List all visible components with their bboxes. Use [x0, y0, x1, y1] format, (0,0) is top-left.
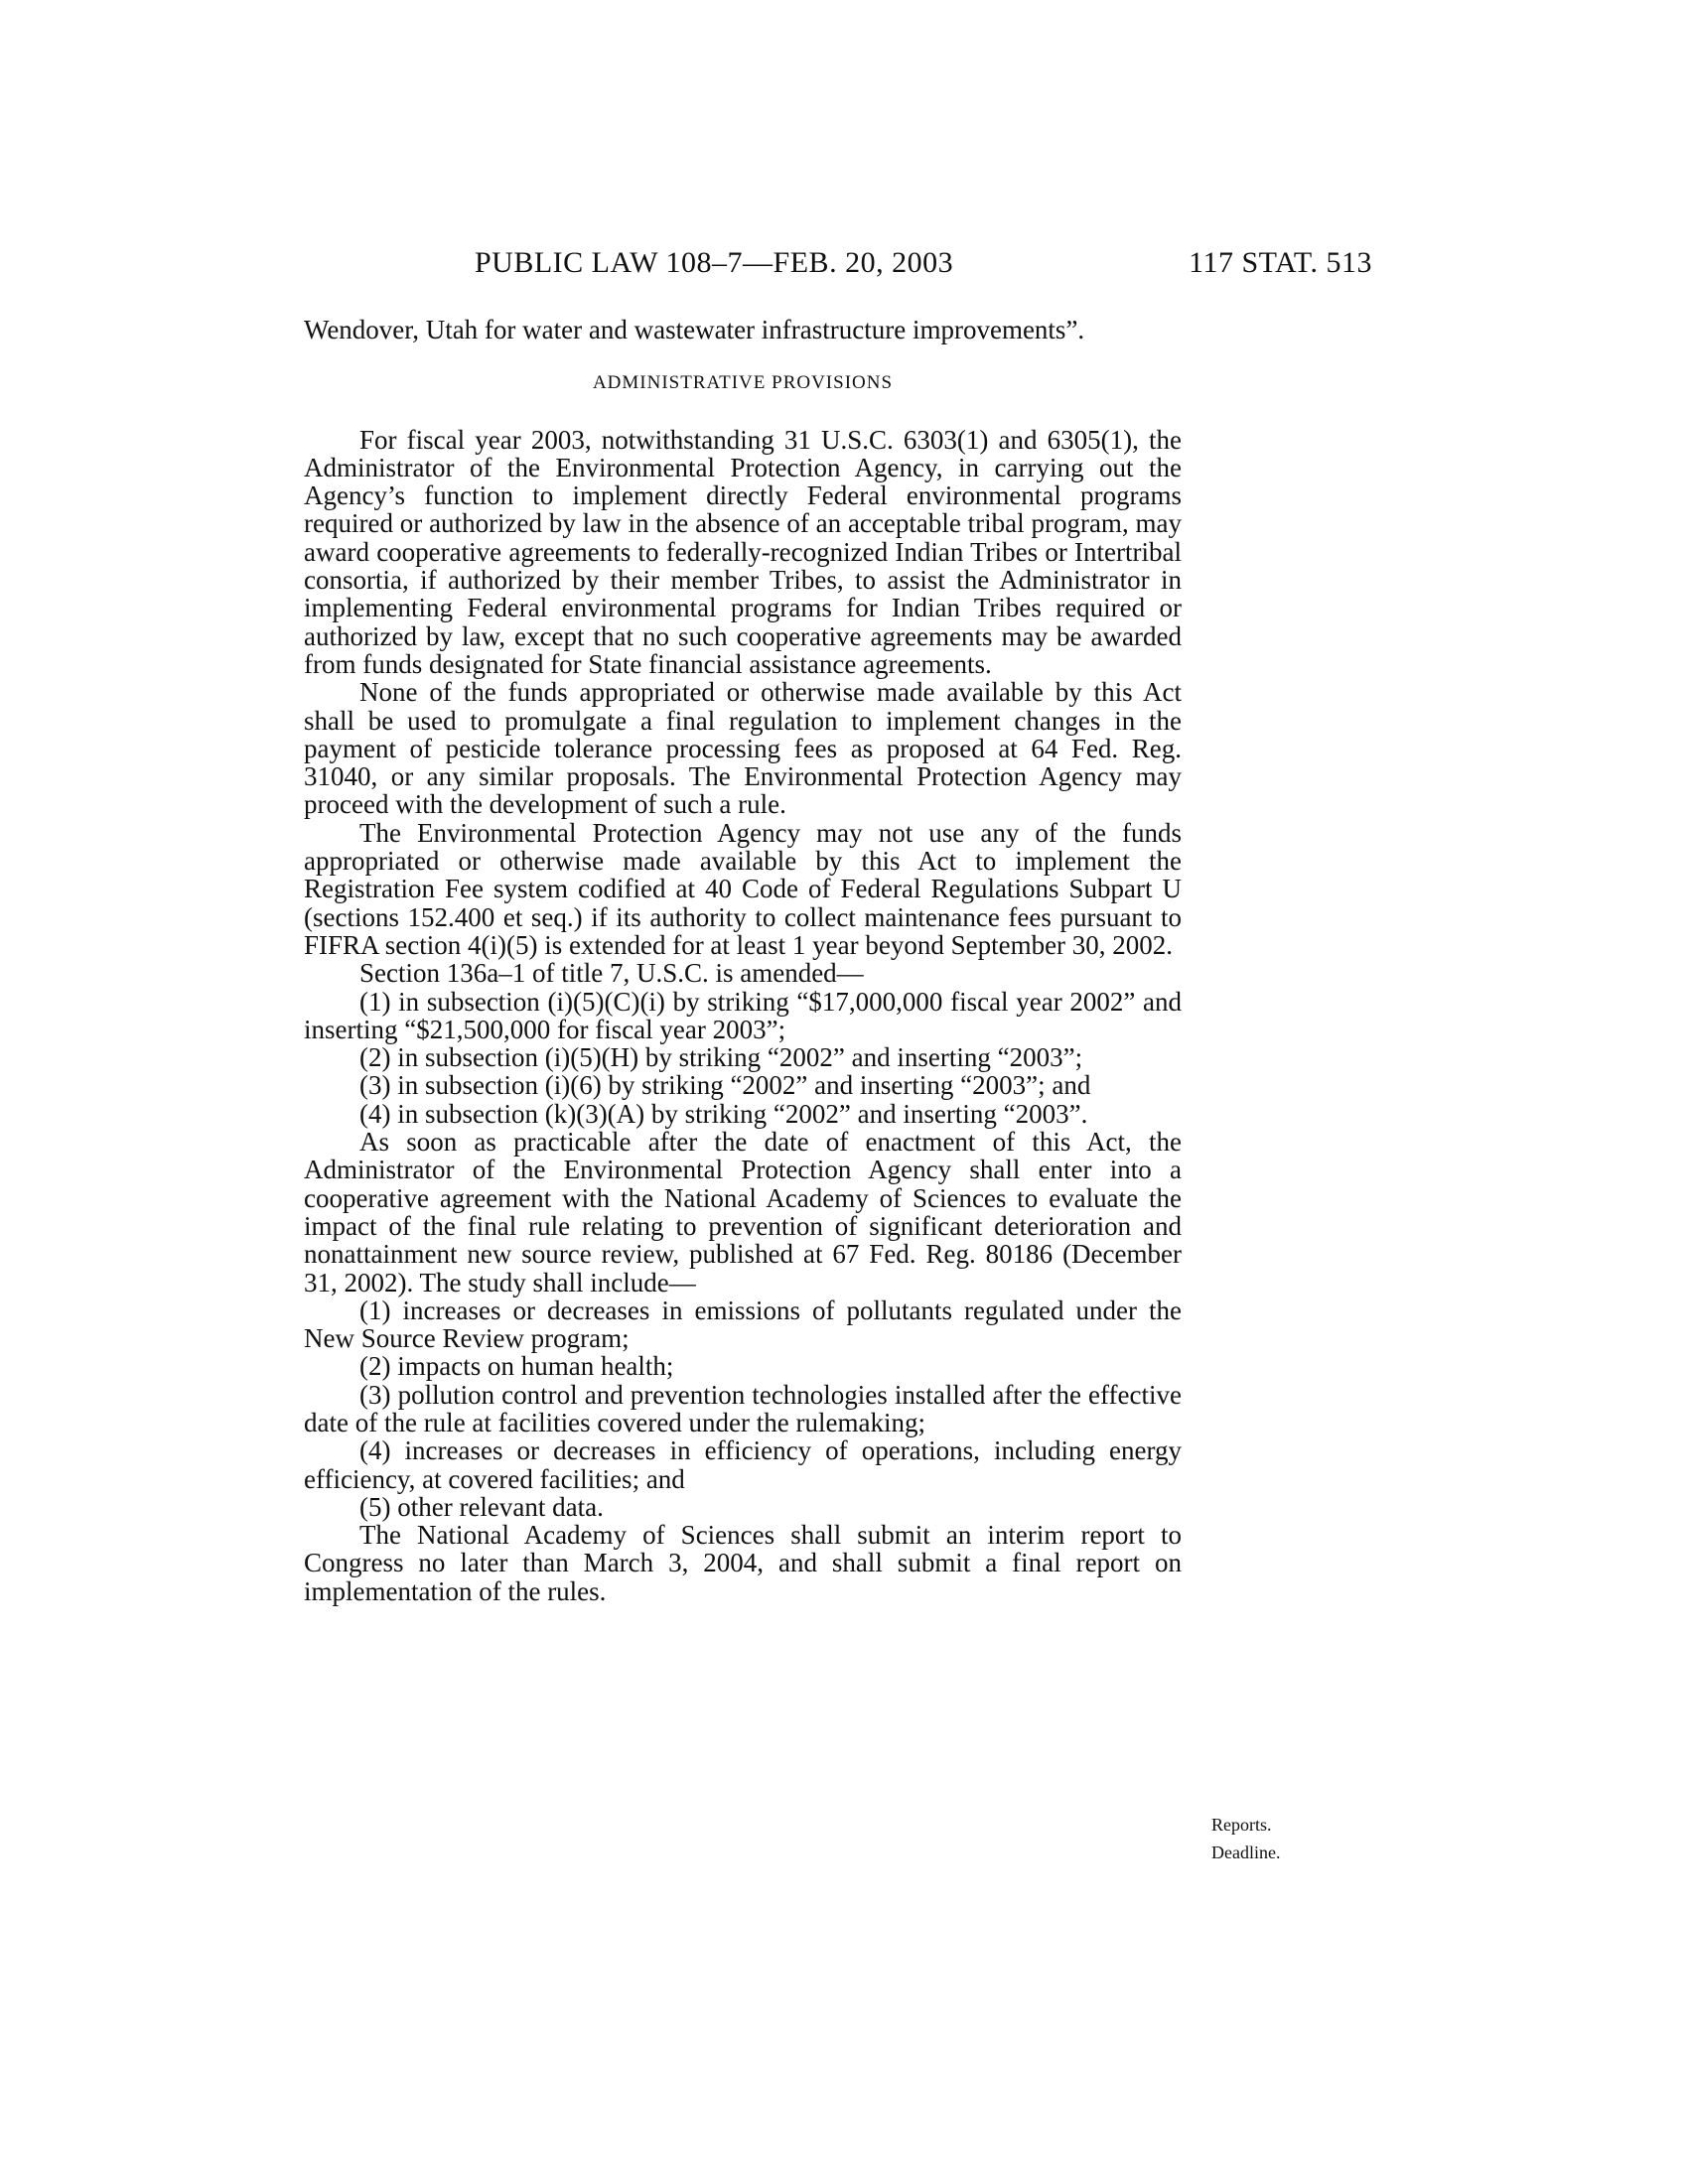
study-item: (1) increases or decreases in emissions of pollutants regulated under the New Source Review program;	[304, 1295, 1182, 1354]
paragraph-registration-fee: The Environmental Protection Agency may not use any of the funds appropriated or otherwise made available by this Act to implement the Registration Fee system codified at 40 Code of Federal Regulations Subpart U (sections 152.400 et seq.) if its authority to collect maintenance fees pursuant to FIFRA section 4(i)(5) is extended for at least 1 year beyond September 30, 2002.	[304, 817, 1182, 960]
paragraph-amendment-intro: Section 136a–1 of title 7, U.S.C. is amended—	[359, 958, 864, 989]
margin-note-reports: Reports.	[1211, 1815, 1272, 1835]
amendment-item: (3) in subsection (i)(6) by striking “2002” and inserting “2003”; and	[359, 1070, 1091, 1101]
margin-note-deadline: Deadline.	[1211, 1843, 1281, 1862]
amendment-item: (1) in subsection (i)(5)(C)(i) by striking “$17,000,000 fiscal year 2002” and inserting “$21,500,000 for fiscal year 2003”;	[304, 986, 1182, 1044]
paragraph-nas-study: As soon as practicable after the date of enactment of this Act, the Administrator of the Environmental Protection Agency shall enter into a cooperative agreement with the National Academy of Sciences to evaluate the impact of the final rule relating to prevention of significant deterioration and nonattainment new source review, published at 67 Fed. Reg. 80186 (December 31, 2002). The study shall include—	[304, 1127, 1182, 1297]
paragraph-report-deadline: The National Academy of Sciences shall submit an interim report to Congress no later than March 3, 2004, and shall submit a final report on implementation of the rules.	[304, 1520, 1182, 1606]
body-text	[304, 316, 1182, 1605]
amendment-item: (2) in subsection (i)(5)(H) by striking “2002” and inserting “2003”;	[359, 1042, 1083, 1073]
paragraph-tribal-agreements: For fiscal year 2003, notwithstanding 31 U.S.C. 6303(1) and 6305(1), the Administrator of the Environmental Protection Agency, in carrying out the Agency’s function to implement directly Federal environmental programs required or authorized by law in the absence of an acceptable tribal program, may award cooperative agreements to federally-recognized Indian Tribes or Intertribal consortia, if authorized by their member Tribes, to assist the Administrator in implementing Federal environmental programs for Indian Tribes required or authorized by law, except that no such cooperative agreements may be awarded from funds designated for State financial assistance agreements.	[304, 424, 1182, 679]
study-item: (4) increases or decreases in efficiency of operations, including energy efficiency, at covered facilities; and	[304, 1435, 1182, 1494]
amendment-item: (4) in subsection (k)(3)(A) by striking “2002” and inserting “2003”.	[359, 1098, 1088, 1129]
law-title: PUBLIC LAW 108–7—FEB. 20, 2003	[475, 246, 954, 279]
running-header	[304, 246, 1372, 286]
study-item: (2) impacts on human health;	[359, 1351, 674, 1382]
section-heading: ADMINISTRATIVE PROVISIONS	[592, 372, 894, 394]
continuation-paragraph: Wendover, Utah for water and wastewater infrastructure improvements”.	[304, 315, 1085, 344]
statute-reference: 117 STAT. 513	[1189, 246, 1372, 279]
study-item: (5) other relevant data.	[359, 1491, 604, 1522]
paragraph-pesticide-fees: None of the funds appropriated or otherwise made available by this Act shall be used to promulgate a final regulation to implement changes in the payment of pesticide tolerance processing fees as proposed at 64 Fed. Reg. 31040, or any similar proposals. The Environmental Protection Agency may proceed with the development of such a rule.	[304, 677, 1182, 820]
study-item: (3) pollution control and prevention technologies installed after the effective date of the rule at facilities covered under the rulemaking;	[304, 1379, 1182, 1437]
margin-notes	[1211, 1811, 1280, 1866]
